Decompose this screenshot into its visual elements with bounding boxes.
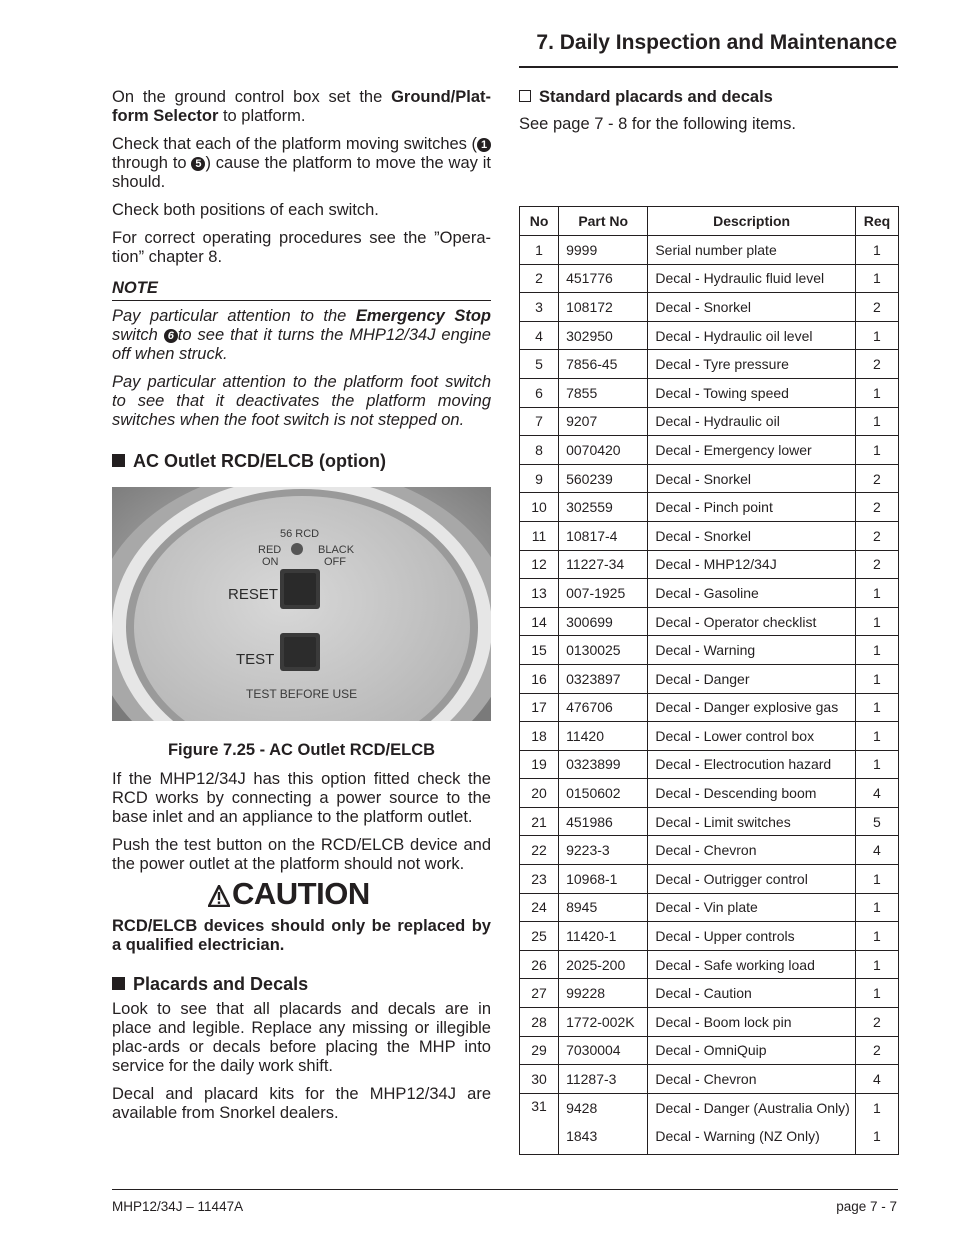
cell-req: 2: [855, 1008, 898, 1037]
cell-description: Decal - Hydraulic oil: [648, 407, 856, 436]
table-row: [520, 607, 899, 636]
cell-req: 5: [855, 807, 898, 836]
cell-part-no: 0130025: [559, 636, 648, 665]
figure-caption: Figure 7.25 - AC Outlet RCD/ELCB: [167, 741, 436, 759]
cell-description: Decal - Upper controls: [648, 922, 856, 951]
note-heading: NOTE: [112, 279, 491, 301]
cell-req: 1: [855, 693, 898, 722]
rcd-photo: [112, 487, 491, 721]
cell-description: Decal - Chevron: [648, 1065, 856, 1094]
cell-description: Decal - Emergency lower: [648, 436, 856, 465]
cell-description: Serial number plate: [648, 236, 856, 265]
test-label: TEST: [236, 651, 275, 668]
cell-description: Decal - Snorkel: [648, 521, 856, 550]
cell-part-no: 302559: [559, 493, 648, 522]
cell-part-no: 0150602: [559, 779, 648, 808]
reset-label: RESET: [228, 586, 279, 603]
cell-req: 1: [855, 922, 898, 951]
cell-part-no: 7856-45: [559, 350, 648, 379]
cell-no: 9: [520, 464, 559, 493]
cell-part-no: 10968-1: [559, 865, 648, 894]
cell-req: 2: [855, 1036, 898, 1065]
cell-no: 25: [520, 922, 559, 951]
cell-part-no: 1772-002K: [559, 1008, 648, 1037]
rcd-device-illustration: [112, 487, 491, 721]
cell-description: Decal - Snorkel: [648, 293, 856, 322]
table-row: [520, 693, 899, 722]
cell-req: 4: [855, 836, 898, 865]
warning-triangle-icon: [208, 885, 230, 907]
placards-heading: Placards and Decals: [112, 975, 491, 994]
cell-no: 22: [520, 836, 559, 865]
cell-no: 20: [520, 779, 559, 808]
standard-placards-text: See page 7 - 8 for the following items.: [519, 115, 796, 133]
cell-part-no: 0323897: [559, 664, 648, 693]
cell-description: Decal - Hydraulic fluid level: [648, 264, 856, 293]
column-header-req: Req: [855, 207, 898, 236]
note-emergency-stop: Pay particular attention to the Emergency Stop switch 6 to see that it turns the MHP12/34J engine off when struck.: [112, 307, 491, 363]
cell-no: 28: [520, 1008, 559, 1037]
cell-description: Decal - Safe working load: [648, 950, 856, 979]
cell-part-no: 0070420: [559, 436, 648, 465]
cell-part-no: 11227-34: [559, 550, 648, 579]
table-row: [520, 836, 899, 865]
cell-req: 4: [855, 1065, 898, 1094]
cell-no: 10: [520, 493, 559, 522]
cell-description: Decal - OmniQuip: [648, 1036, 856, 1065]
cell-no: 6: [520, 378, 559, 407]
cell-part-no: 0323899: [559, 750, 648, 779]
table-row: [520, 493, 899, 522]
rcd-model-label: 56 RCD: [280, 528, 320, 540]
cell-req: 1: [855, 236, 898, 265]
cell-req: 2: [855, 493, 898, 522]
cell-part-no: 11287-3: [559, 1065, 648, 1094]
cell-description: Decal - Lower control box: [648, 722, 856, 751]
table-row: [520, 550, 899, 579]
paragraph-kits: Decal and placard kits for the MHP12/34J are available from Snorkel dealers.: [112, 1085, 491, 1122]
table-row: [520, 521, 899, 550]
table-row: [520, 722, 899, 751]
cell-req: 2: [855, 550, 898, 579]
paragraph-procedures: For correct operating procedures see the ”Opera-tion” chapter 8.: [112, 229, 491, 266]
cell-req: 1: [855, 407, 898, 436]
cell-description: Decal - Pinch point: [648, 493, 856, 522]
cell-part-no: 11420: [559, 722, 648, 751]
header-rule: [519, 66, 898, 68]
black-label: BLACK: [318, 544, 355, 556]
table-row: [520, 664, 899, 693]
cell-req: 1: [855, 865, 898, 894]
table-header-row: [520, 207, 899, 236]
cell-no: 19: [520, 750, 559, 779]
cell-req: 2: [855, 293, 898, 322]
table-row: [520, 350, 899, 379]
cell-no: 21: [520, 807, 559, 836]
table-row: [520, 1093, 899, 1154]
column-header-no: No: [520, 207, 559, 236]
page-header-title: 7. Daily Inspection and Maintenance: [536, 31, 897, 54]
table-row: [520, 1008, 899, 1037]
paragraph-placards: Look to see that all placards and decals are in place and legible. Replace any missing or illegible plac-ards or decals before placing the MHP into service for the daily work shift.: [112, 1000, 491, 1075]
cell-no: 23: [520, 865, 559, 894]
footer-rule: [112, 1189, 898, 1190]
cell-no: 16: [520, 664, 559, 693]
cell-no: 26: [520, 950, 559, 979]
cell-description: Decal - Hydraulic oil level: [648, 321, 856, 350]
table-row: [520, 865, 899, 894]
cell-part-no: 9207: [559, 407, 648, 436]
cell-no: 17: [520, 693, 559, 722]
cell-req: 1: [855, 979, 898, 1008]
checkbox-bullet-icon: [519, 90, 531, 102]
cell-description: Decal - Danger: [648, 664, 856, 693]
left-column: [112, 88, 491, 1132]
caution-text: RCD/ELCB devices should only be replaced by a qualified electrician.: [112, 917, 491, 954]
cell-part-no: 560239: [559, 464, 648, 493]
table-row: [520, 636, 899, 665]
cell-description: Decal - Electrocution hazard: [648, 750, 856, 779]
cell-part-no: 007-1925: [559, 579, 648, 608]
right-column: [519, 88, 898, 134]
cell-no: 7: [520, 407, 559, 436]
note-foot-switch: Pay particular attention to the platform foot switch to see that it deactivates the platform moving switches when the foot switch is not stepped on.: [112, 373, 491, 429]
table-row: [520, 779, 899, 808]
cell-part-no: 8945: [559, 893, 648, 922]
on-label: ON: [262, 556, 279, 568]
paragraph-check-positions: Check both positions of each switch.: [112, 201, 379, 219]
cell-description: Decal - Towing speed: [648, 378, 856, 407]
cell-req: 1 1: [855, 1093, 898, 1154]
paragraph-selector: On the ground control box set the Ground/Plat-form Selector to platform.: [112, 88, 491, 125]
cell-description: Decal - Snorkel: [648, 464, 856, 493]
cell-description: Decal - Danger (Australia Only) Decal - Warning (NZ Only): [648, 1093, 856, 1154]
cell-req: 4: [855, 779, 898, 808]
cell-no: 27: [520, 979, 559, 1008]
cell-req: 1: [855, 664, 898, 693]
number-badge-6: 6: [164, 329, 178, 343]
table-row: [520, 236, 899, 265]
cell-req: 1: [855, 264, 898, 293]
cell-no: 13: [520, 579, 559, 608]
cell-req: 2: [855, 521, 898, 550]
cell-description: Decal - Descending boom: [648, 779, 856, 808]
cell-part-no: 302950: [559, 321, 648, 350]
cell-part-no: 7855: [559, 378, 648, 407]
cell-description: Decal - Vin plate: [648, 893, 856, 922]
table-row: [520, 378, 899, 407]
table-row: [520, 807, 899, 836]
cell-part-no: 9999: [559, 236, 648, 265]
number-badge-5: 5: [191, 157, 205, 171]
cell-description: Decal - Gasoline: [648, 579, 856, 608]
column-header-part-no: Part No: [559, 207, 648, 236]
cell-req: 2: [855, 350, 898, 379]
caution-title: CAUTION: [208, 884, 491, 907]
square-bullet-icon: [112, 454, 125, 467]
cell-part-no: 9428 1843: [559, 1093, 648, 1154]
cell-no: 15: [520, 636, 559, 665]
cell-description: Decal - Limit switches: [648, 807, 856, 836]
table-row: [520, 264, 899, 293]
cell-req: 1: [855, 636, 898, 665]
cell-no: 18: [520, 722, 559, 751]
cell-description: Decal - Operator checklist: [648, 607, 856, 636]
cell-description: Decal - Warning: [648, 636, 856, 665]
table-row: [520, 922, 899, 951]
table-row: [520, 321, 899, 350]
cell-no: 1: [520, 236, 559, 265]
cell-no: 8: [520, 436, 559, 465]
paragraph-rcd-check: If the MHP12/34J has this option fitted check the RCD works by connecting a power source to the base inlet and an appliance to the platform outlet.: [112, 770, 491, 826]
cell-part-no: 476706: [559, 693, 648, 722]
table-row: [520, 1065, 899, 1094]
decals-table: [519, 206, 899, 1155]
table-row: [520, 979, 899, 1008]
table-row: [520, 893, 899, 922]
cell-description: Decal - MHP12/34J: [648, 550, 856, 579]
cell-req: 1: [855, 750, 898, 779]
cell-part-no: 451776: [559, 264, 648, 293]
cell-part-no: 10817-4: [559, 521, 648, 550]
table-row: [520, 293, 899, 322]
footer-page-number: page 7 - 7: [836, 1199, 897, 1214]
red-label: RED: [258, 544, 282, 556]
cell-no: 2: [520, 264, 559, 293]
off-label: OFF: [324, 556, 346, 568]
cell-description: Decal - Boom lock pin: [648, 1008, 856, 1037]
square-bullet-icon: [112, 977, 125, 990]
table-row: [520, 1036, 899, 1065]
cell-part-no: 11420-1: [559, 922, 648, 951]
cell-part-no: 9223-3: [559, 836, 648, 865]
column-header-description: Description: [648, 207, 856, 236]
cell-part-no: 2025-200: [559, 950, 648, 979]
cell-no: 4: [520, 321, 559, 350]
cell-req: 2: [855, 464, 898, 493]
table-row: [520, 407, 899, 436]
table-row: [520, 436, 899, 465]
cell-part-no: 7030004: [559, 1036, 648, 1065]
standard-placards-heading: Standard placards and decals: [519, 88, 898, 107]
cell-part-no: 99228: [559, 979, 648, 1008]
cell-no: 30: [520, 1065, 559, 1094]
cell-req: 1: [855, 893, 898, 922]
cell-req: 1: [855, 722, 898, 751]
cell-req: 1: [855, 321, 898, 350]
table-row: [520, 950, 899, 979]
cell-description: Decal - Chevron: [648, 836, 856, 865]
cell-no: 24: [520, 893, 559, 922]
cell-req: 1: [855, 436, 898, 465]
paragraph-test-button: Push the test button on the RCD/ELCB device and the power outlet at the platform should not work.: [112, 836, 491, 873]
cell-no: 3: [520, 293, 559, 322]
table-row: [520, 750, 899, 779]
test-before-use-label: TEST BEFORE USE: [246, 687, 358, 701]
cell-no: 11: [520, 521, 559, 550]
table-row: [520, 464, 899, 493]
cell-part-no: 108172: [559, 293, 648, 322]
cell-no: 14: [520, 607, 559, 636]
cell-no: 5: [520, 350, 559, 379]
cell-req: 1: [855, 607, 898, 636]
cell-no: 31: [520, 1093, 559, 1154]
cell-no: 29: [520, 1036, 559, 1065]
ac-outlet-heading: AC Outlet RCD/ELCB (option): [112, 452, 491, 471]
cell-part-no: 451986: [559, 807, 648, 836]
footer-document-id: MHP12/34J – 11447A: [112, 1199, 244, 1214]
paragraph-switches: Check that each of the platform moving switches ( 1 through to 5 ) cause the platform to move the way it should.: [112, 135, 491, 191]
number-badge-1: 1: [477, 138, 491, 152]
cell-description: Decal - Danger explosive gas: [648, 693, 856, 722]
cell-part-no: 300699: [559, 607, 648, 636]
cell-req: 1: [855, 579, 898, 608]
cell-req: 1: [855, 950, 898, 979]
cell-no: 12: [520, 550, 559, 579]
cell-description: Decal - Caution: [648, 979, 856, 1008]
cell-description: Decal - Tyre pressure: [648, 350, 856, 379]
cell-req: 1: [855, 378, 898, 407]
cell-description: Decal - Outrigger control: [648, 865, 856, 894]
table-row: [520, 579, 899, 608]
